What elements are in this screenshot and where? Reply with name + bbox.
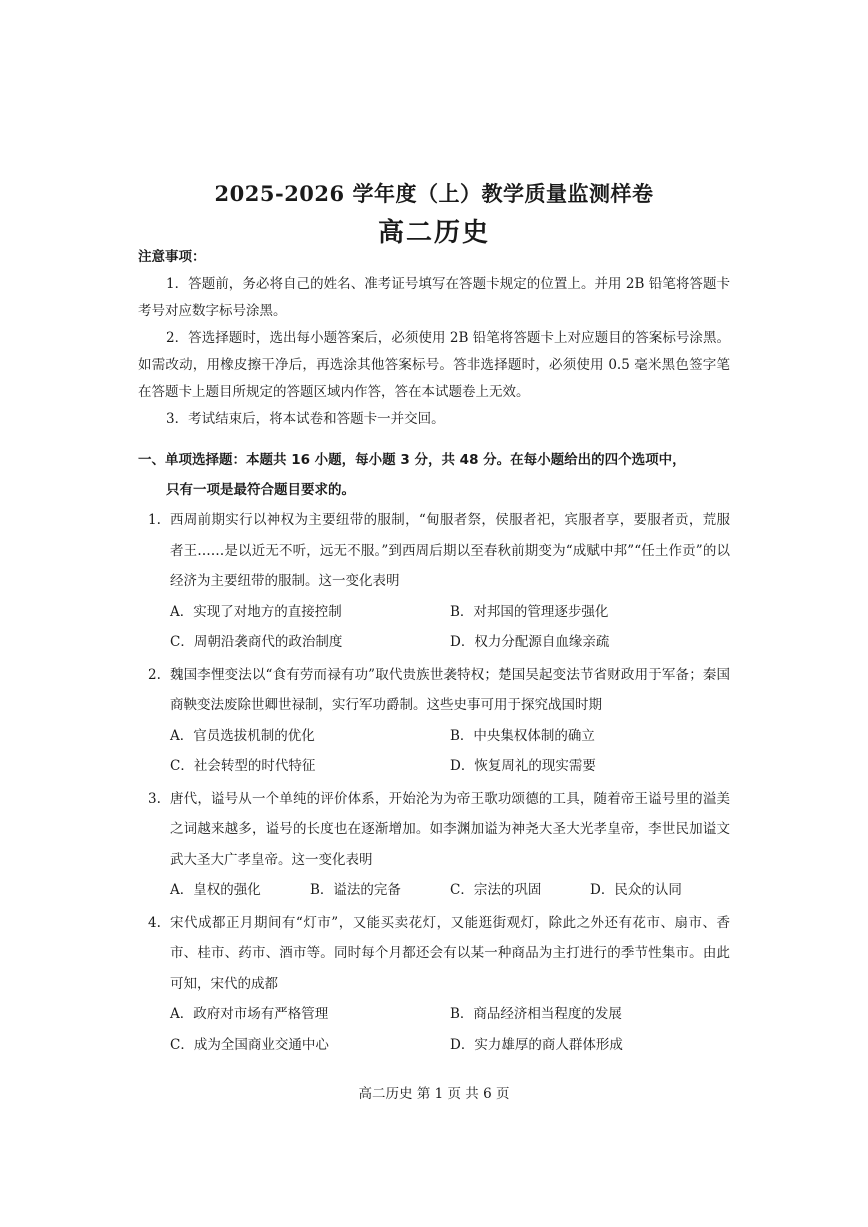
notes-heading: 注意事项： — [138, 249, 206, 265]
option-a: A．政府对市场有严格管理 — [170, 1006, 329, 1022]
subject-title: 高二历史 — [377, 218, 490, 248]
question-number: 3. — [148, 790, 161, 807]
option-b: B．中央集权体制的确立 — [450, 727, 595, 744]
question-stem: 魏国李悝变法以“食有劳而禄有功”取代贵族世袭特权；楚国吴起变法节省财政用于军备；秦国商鞅变法废除世卿世禄制，实行军功爵制。这些史事可用于探究战国时期 — [170, 666, 730, 713]
options — [138, 875, 730, 906]
question-number: 4. — [148, 914, 161, 931]
option-d: D．民众的认同 — [590, 882, 682, 898]
option-b: B．对邦国的管理逐步强化 — [450, 603, 609, 620]
question-stem: 唐代，谥号从一个单纯的评价体系，开始沦为为帝王歌功颂德的工具，随着帝王谥号里的溢美之词越来越多，谥号的长度也在逐渐增加。如李渊加谥为神尧大圣大光孝皇帝，李世民加谥文武大圣大广孝皇帝。这一变化表明 — [170, 790, 730, 868]
section-heading-line2: 只有一项是最符合题目要求的。 — [166, 482, 355, 498]
question-3 — [138, 784, 730, 906]
question-list — [138, 505, 730, 1062]
notes-item-3: 3．考试结束后，将本试卷和答题卡一并交回。 — [166, 411, 445, 427]
question-stem: 宋代成都正月期间有“灯市”，又能买卖花灯，又能逛街观灯，除此之外还有花市、扇市、香市、桂市、药市、酒市等。同时每个月都还会有以某一种商品为主打进行的季节性集市。由此可知，宋代的成都 — [170, 914, 730, 992]
option-d: D．恢复周礼的现实需要 — [450, 758, 596, 774]
option-d: D．权力分配源自血缘亲疏 — [450, 634, 610, 650]
notes-item-2: 2．答选择题时，选出每小题答案后，必须使用 2B 铅笔将答题卡上对应题目的答案标号涂黑。如需改动，用橡皮擦干净后，再选涂其他答案标号。答非选择题时，必须使用 0.5 毫米黑色签字笔在答题卡上题目所规定的答题区域内作答，答在本试题卷上无效。 — [138, 330, 730, 400]
option-a: A．皇权的强化 — [170, 882, 261, 898]
options — [138, 721, 730, 782]
option-c: C．成为全国商业交通中心 — [170, 1036, 329, 1053]
notes-item-1: 1．答题前，务必将自己的姓名、准考证号填写在答题卡规定的位置上。并用 2B 铅笔将答题卡考号对应数字标号涂黑。 — [138, 276, 730, 319]
question-number: 2. — [148, 666, 161, 683]
question-2 — [138, 660, 730, 782]
option-d: D．实力雄厚的商人群体形成 — [450, 1036, 623, 1053]
page-footer: 高二历史 第 1 页 共 6 页 — [358, 1086, 510, 1102]
section-heading — [138, 445, 730, 505]
option-c: C．宗法的巩固 — [450, 882, 542, 898]
option-b: B．谥法的完备 — [310, 882, 401, 898]
options — [138, 999, 730, 1060]
question-stem: 西周前期实行以神权为主要纽带的服制，“甸服者祭，侯服者祀，宾服者享，要服者贡，荒服者王……是以近无不听，远无不服。”到西周后期以至春秋前期变为“成赋中邦”“任土作贡”的以经济为主要纽带的服制。这一变化表明 — [170, 512, 730, 589]
question-1 — [138, 505, 730, 658]
exam-title: 2025-2026 学年度（上）教学质量监测样卷 — [214, 181, 654, 206]
options — [138, 597, 730, 658]
option-b: B．商品经济相当程度的发展 — [450, 1006, 622, 1022]
option-a: A．实现了对地方的直接控制 — [170, 603, 342, 620]
option-a: A．官员选拔机制的优化 — [170, 727, 315, 744]
section-heading-line1: 一、单项选择题：本题共 16 小题，每小题 3 分，共 48 分。在每小题给出的四个选项中， — [138, 452, 686, 468]
option-c: C．周朝沿袭商代的政治制度 — [170, 634, 343, 650]
question-4 — [138, 908, 730, 1061]
question-number: 1. — [148, 512, 161, 528]
notes-block — [138, 244, 730, 433]
option-c: C．社会转型的时代特征 — [170, 758, 316, 774]
